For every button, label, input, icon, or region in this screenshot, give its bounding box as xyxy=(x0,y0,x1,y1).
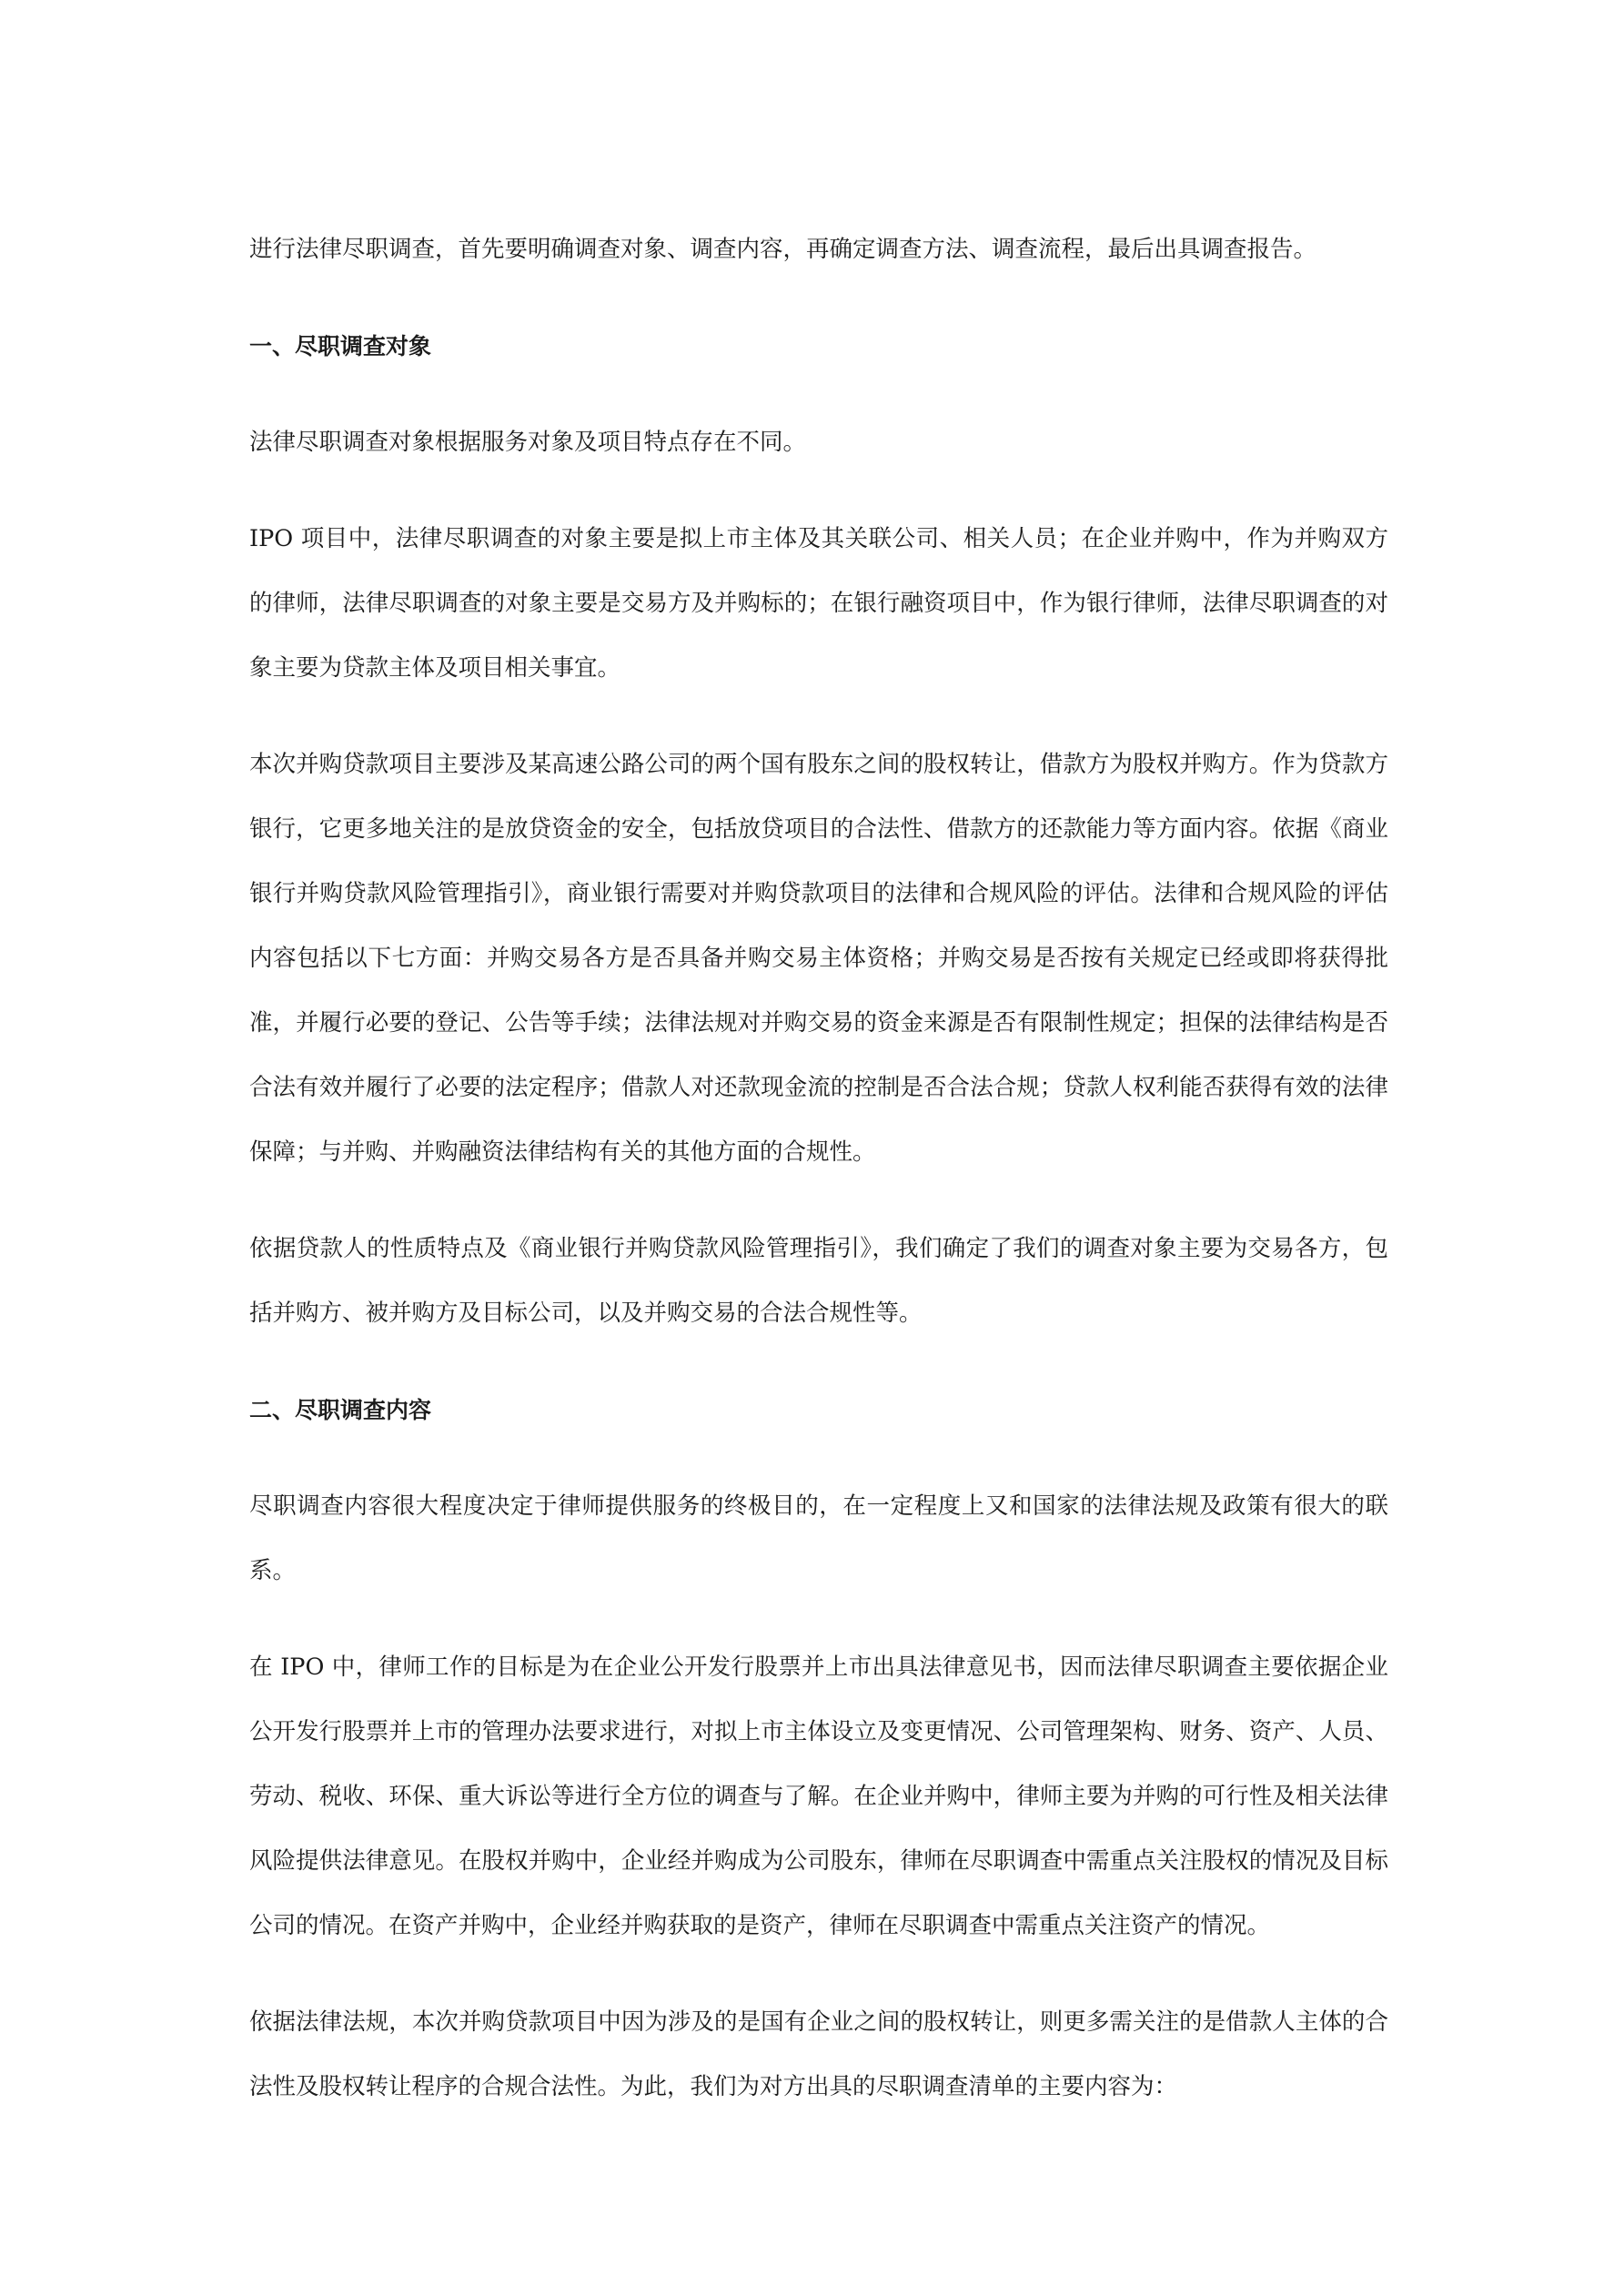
intro-paragraph: 进行法律尽职调查，首先要明确调查对象、调查内容，再确定调查方法、调查流程，最后出具调查报告。 xyxy=(249,236,1317,263)
paragraph: 在 IPO 中，律师工作的目标是为在企业公开发行股票并上市出具法律意见书，因而法律尽职调查主要依据企业公开发行股票并上市的管理办法要求进行，对拟上市主体设立及变更情况、公司管理架构、财务、资产、人员、劳动、税收、环保、重大诉讼等进行全方位的调查与了解。在企业并购中，律师主要为并购的可行性及相关法律风险提供法律意见。在股权并购中，企业经并购成为公司股东，律师在尽职调查中需重点关注股权的情况及目标公司的情况。在资产并购中，企业经并购获取的是资产，律师在尽职调查中需重点关注资产的情况。 xyxy=(249,1654,1388,1939)
paragraph: 法律尽职调查对象根据服务对象及项目特点存在不同。 xyxy=(249,429,807,456)
section-heading-due-diligence-objects: 一、尽职调查对象 xyxy=(249,333,432,359)
paragraph: 依据法律法规，本次并购贷款项目中因为涉及的是国有企业之间的股权转让，则更多需关注的是借款人主体的合法性及股权转让程序的合规合法性。为此，我们为对方出具的尽职调查清单的主要内容为： xyxy=(249,2008,1388,2100)
paragraph: IPO 项目中，法律尽职调查的对象主要是拟上市主体及其关联公司、相关人员；在企业并购中，作为并购双方的律师，法律尽职调查的对象主要是交易方及并购标的；在银行融资项目中，作为银行律师，法律尽职调查的对象主要为贷款主体及项目相关事宜。 xyxy=(249,525,1388,682)
document-body xyxy=(249,217,1388,2151)
paragraph: 尽职调查内容很大程度决定于律师提供服务的终极目的，在一定程度上又和国家的法律法规及政策有很大的联系。 xyxy=(249,1492,1388,1584)
section-heading-due-diligence-content: 二、尽职调查内容 xyxy=(249,1397,432,1423)
paragraph: 本次并购贷款项目主要涉及某高速公路公司的两个国有股东之间的股权转让，借款方为股权并购方。作为贷款方银行，它更多地关注的是放贷资金的安全，包括放贷项目的合法性、借款方的还款能力等方面内容。依据《商业银行并购贷款风险管理指引》，商业银行需要对并购贷款项目的法律和合规风险的评估。法律和合规风险的评估内容包括以下七方面：并购交易各方是否具备并购交易主体资格；并购交易是否按有关规定已经或即将获得批准，并履行必要的登记、公告等手续；法律法规对并购交易的资金来源是否有限制性规定；担保的法律结构是否合法有效并履行了必要的法定程序；借款人对还款现金流的控制是否合法合规；贷款人权利能否获得有效的法律保障；与并购、并购融资法律结构有关的其他方面的合规性。 xyxy=(249,751,1388,1166)
paragraph: 依据贷款人的性质特点及《商业银行并购贷款风险管理指引》，我们确定了我们的调查对象主要为交易各方，包括并购方、被并购方及目标公司，以及并购交易的合法合规性等。 xyxy=(249,1235,1388,1327)
